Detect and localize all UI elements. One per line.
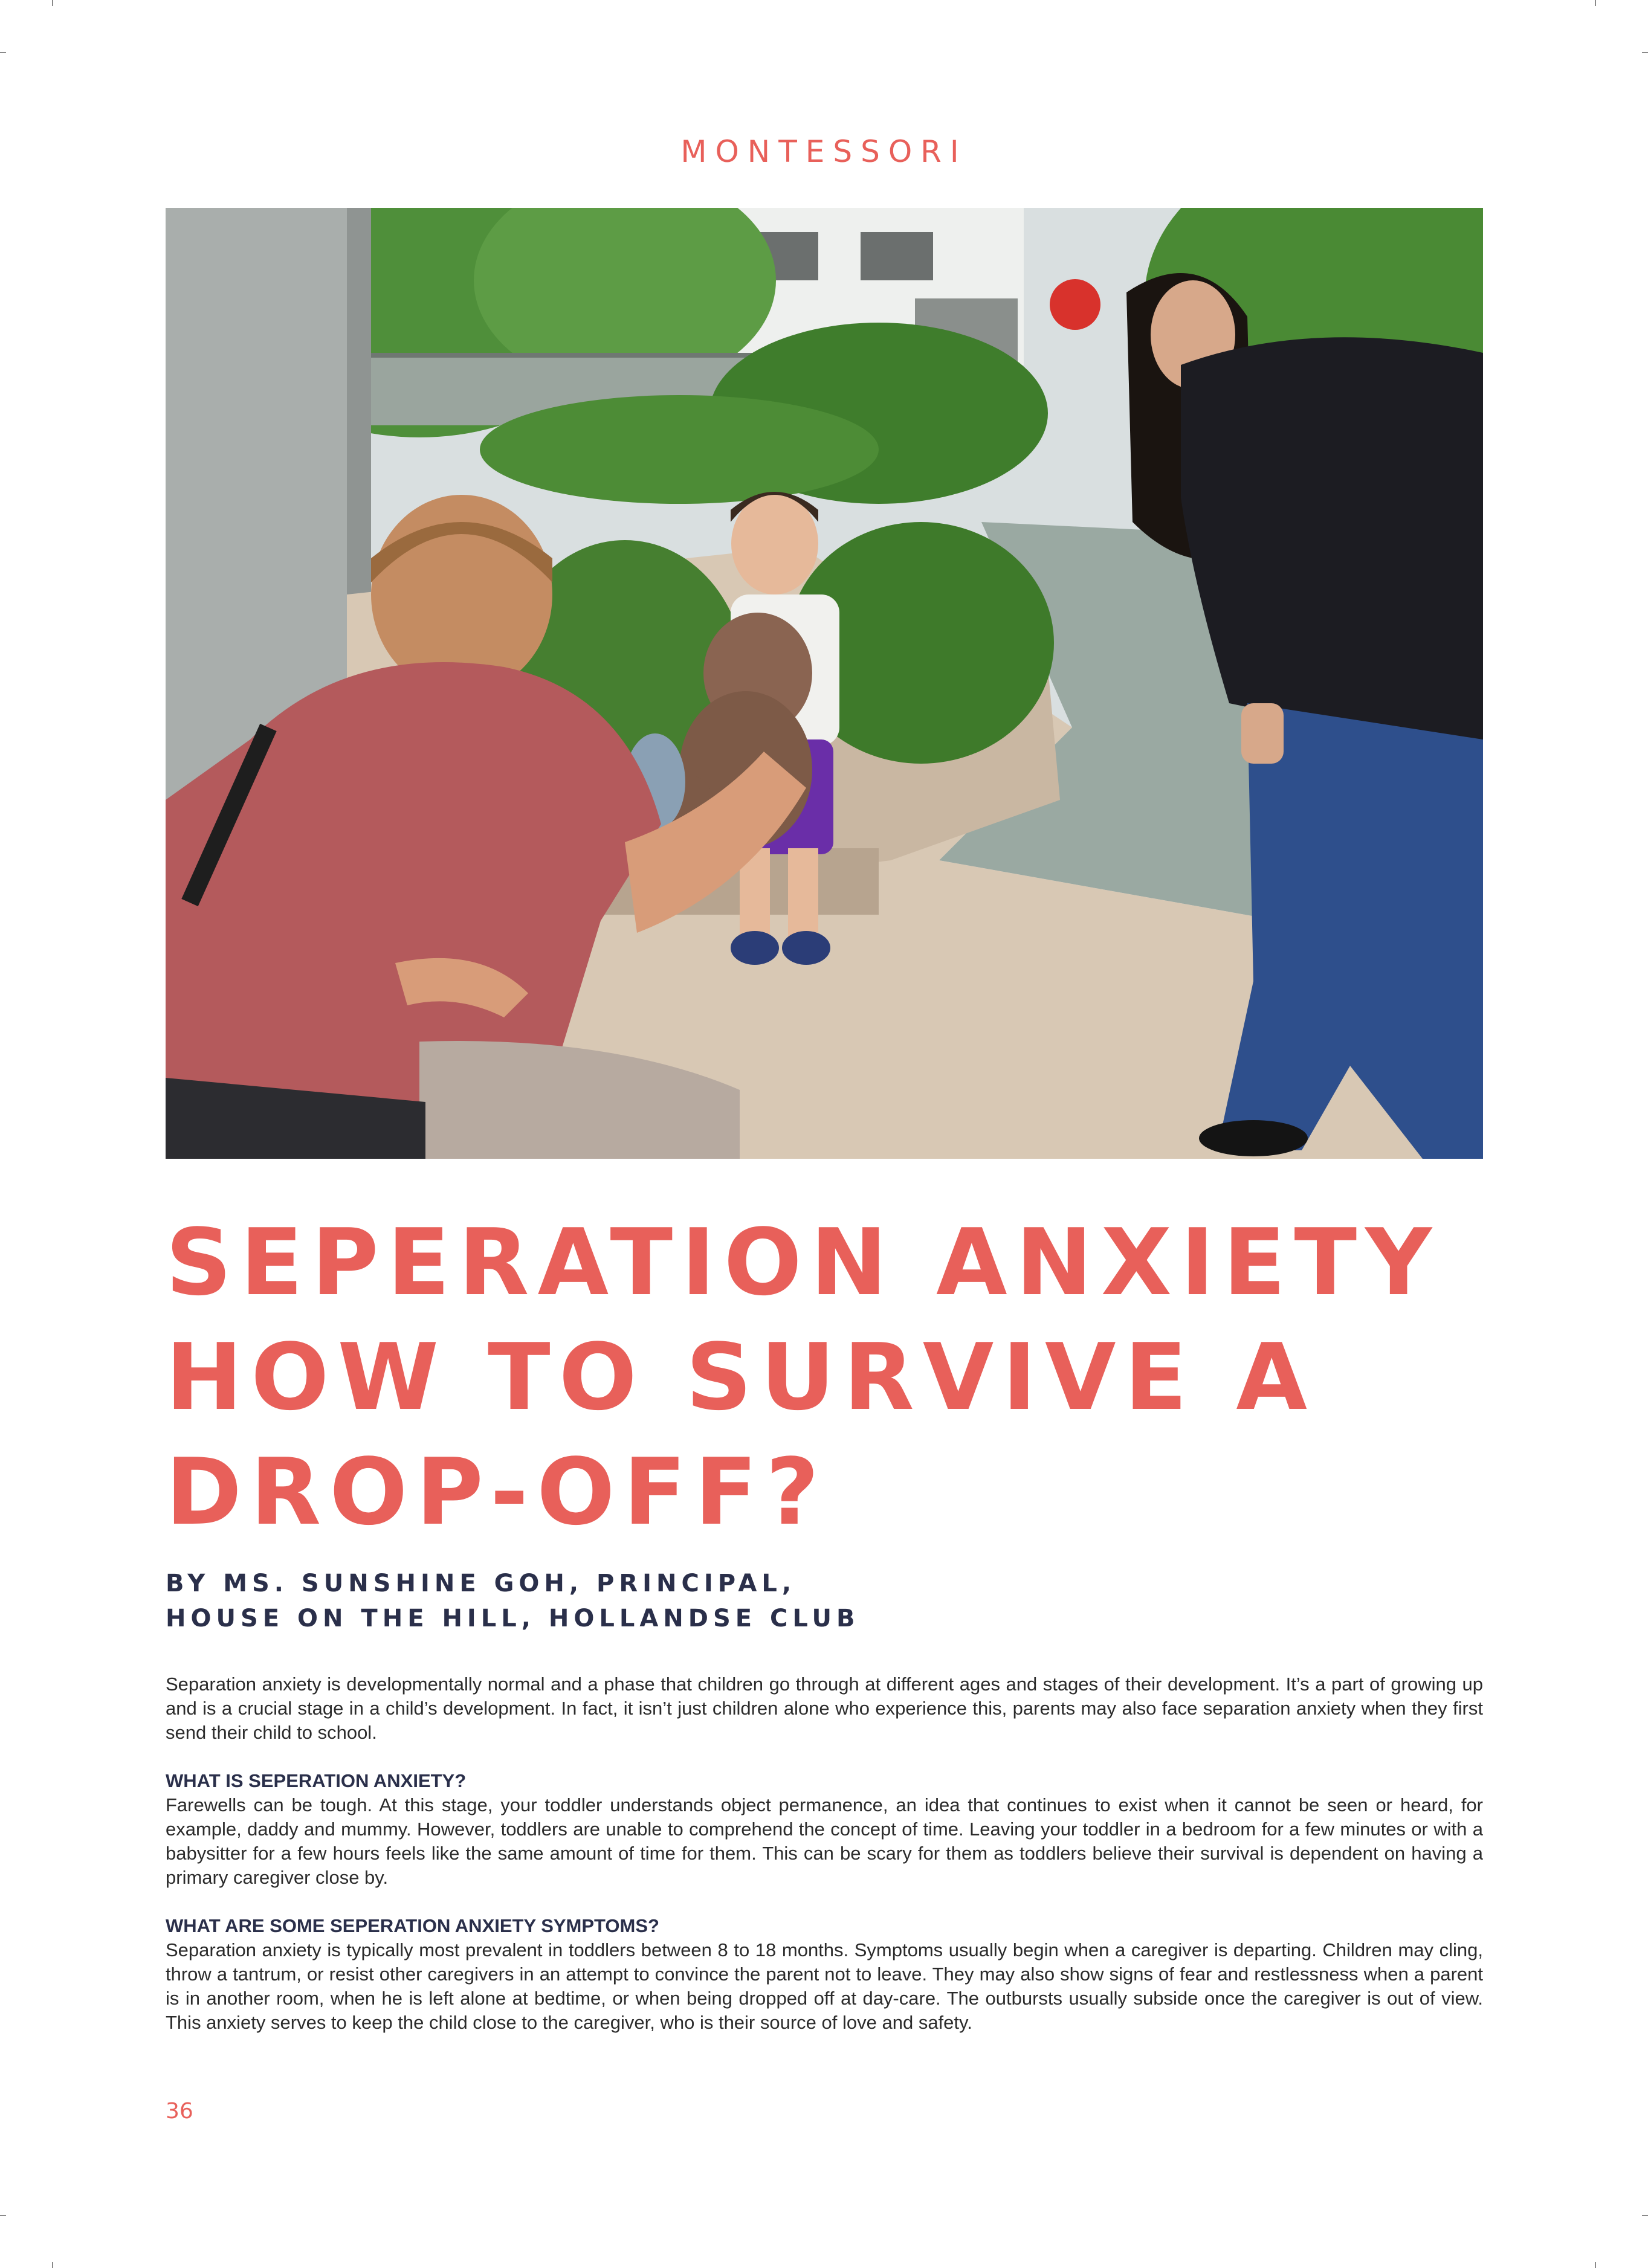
- crop-mark: [1642, 52, 1648, 53]
- photo-illustration: [166, 208, 1483, 1159]
- crop-mark: [1595, 2262, 1596, 2268]
- page-number: 36: [166, 2099, 193, 2124]
- section-heading: WHAT IS SEPERATION ANXIETY?: [166, 1770, 467, 1791]
- section-heading: WHAT ARE SOME SEPERATION ANXIETY SYMPTOMS?: [166, 1915, 659, 1936]
- byline-line: HOUSE ON THE HILL, HOLLANDSE CLUB: [166, 1605, 860, 1632]
- article-title: [166, 1205, 1495, 1550]
- title-line: HOW TO SURVIVE A: [166, 1324, 1316, 1431]
- crop-mark: [0, 2215, 6, 2216]
- title-line: SEPERATION ANXIETY: [166, 1209, 1441, 1316]
- byline-line: BY MS. SUNSHINE GOH, PRINCIPAL,: [166, 1570, 797, 1597]
- section-paragraph: Separation anxiety is typically most prevalent in toddlers between 8 to 18 months. Symptoms usually begin when a caregiver is departing. Children may cling, throw a tantrum, or resist other caregivers in an attempt to convince the parent not to leave. They may also show signs of fear and restlessness when a parent is in another room, when he is left alone at bedtime, or when being dropped off at day-care. The outbursts usually subside once the caregiver is out of view. This anxiety serves to keep the child close to the caregiver, who is their source of love and safety.: [166, 1939, 1483, 2033]
- section-paragraph: Farewells can be tough. At this stage, your toddler understands object permanence, an idea that continues to exist when it cannot be seen or heard, for example, daddy and mummy. However, toddlers are unable to comprehend the concept of time. Leaving your toddler in a bedroom for a few minutes or with a babysitter for a few hours feels like the same amount of time for them. This can be scary for them as toddlers believe their survival is dependent on having a primary caregiver close by.: [166, 1794, 1483, 1888]
- crop-mark: [1642, 2215, 1648, 2216]
- article-photo: [166, 208, 1483, 1159]
- intro-paragraph: Separation anxiety is developmentally normal and a phase that children go through at different ages and stages of their development. It’s a part of growing up and is a crucial stage in a child’s development. In fact, it isn’t just children alone who experience this, parents may also face separation anxiety when they first send their child to school.: [166, 1674, 1483, 1743]
- crop-mark: [0, 52, 6, 53]
- byline: [166, 1566, 1495, 1636]
- crop-mark: [52, 2262, 53, 2268]
- section-label: MONTESSORI: [680, 134, 968, 169]
- article-body: [166, 1672, 1483, 2035]
- crop-mark: [1595, 0, 1596, 6]
- crop-mark: [52, 0, 53, 6]
- title-line: DROP-OFF?: [166, 1438, 828, 1545]
